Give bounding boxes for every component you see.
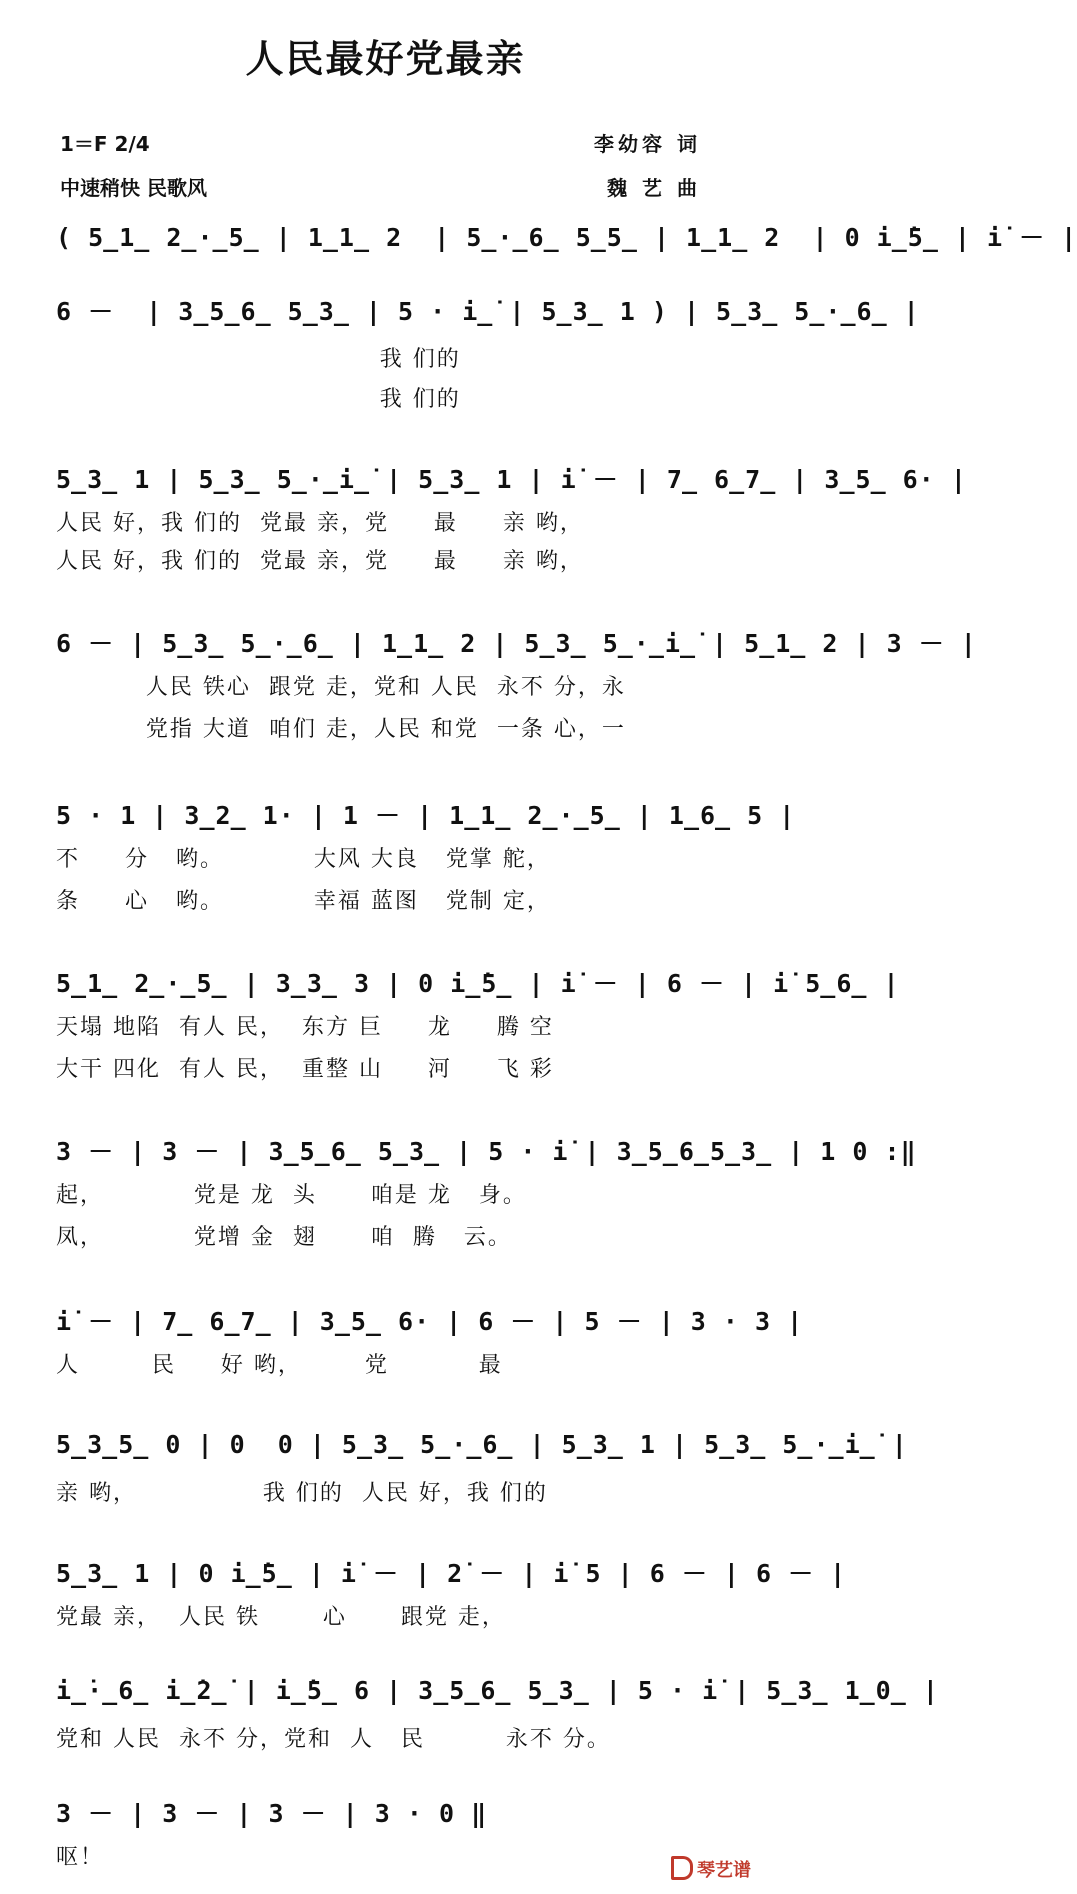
notation-line: i̲̇·̲6̲ i̲̇2̲̇ | i̲̇5̲ 6 | 3̲5̲6̲ 5̲3̲ | 5 · i̇ | 5̲3̲ 1̲0̲ |	[56, 1676, 939, 1705]
lyric-line: 党指 大道 咱们 走，人民 和党 一条 心，一	[56, 717, 626, 742]
lyric-line: 不 分 哟。 大风 大良 党掌 舵，	[56, 847, 551, 872]
lyric-line: 人民 好，我 们的 党最 亲，党 最 亲 哟，	[56, 549, 584, 574]
notation-line: 3 － | 3 － | 3̲5̲6̲ 5̲3̲ | 5 · i̇ | 3̲5̲6̲5̲3̲ | 1 0 :‖	[56, 1137, 917, 1166]
lyric-line: 天塌 地陷 有人 民， 东方 巨 龙 腾 空	[56, 1015, 554, 1040]
notation-line: i̇ － | 7̲ 6̲7̲ | 3̲5̲ 6· | 6 － | 5 － | 3 · 3 |	[56, 1307, 804, 1336]
lyric-line: 人民 好，我 们的 党最 亲，党 最 亲 哟，	[56, 511, 584, 536]
watermark-text: 琴艺谱	[697, 1860, 751, 1881]
lyric-line: 人 民 好 哟， 党 最	[56, 1353, 503, 1378]
lyric-line: 凤， 党增 金 翅 咱 腾 云。	[56, 1225, 512, 1250]
lyric-line: 起， 党是 龙 头 咱是 龙 身。	[56, 1183, 527, 1208]
lyric-line: 大干 四化 有人 民， 重整 山 河 飞 彩	[56, 1057, 554, 1082]
notation-line: 3 － | 3 － | 3 － | 3 · 0 ‖	[56, 1799, 488, 1828]
watermark-logo	[671, 1856, 751, 1882]
lyricist-credit: 李幼容 词	[594, 132, 701, 156]
composer-credit: 魏 艺 曲	[607, 176, 701, 200]
notation-line: 5̲1̲ 2̲·̲5̲ | 3̲3̲ 3 | 0 i̲̇5̲ | i̇ － | 6 － | i̇ 5̲6̲ |	[56, 969, 900, 998]
notation-line: 5̲3̲ 1 | 0 i̲̇5̲ | i̇ － | 2̇ － | i̇ 5 | 6 － | 6 － |	[56, 1559, 847, 1588]
lyric-line: 我 们的	[56, 347, 461, 372]
notation-line: 5̲3̲ 1 | 5̲3̲ 5̲·̲i̲̇ | 5̲3̲ 1 | i̇ － | 7̲ 6̲7̲ | 3̲5̲ 6· |	[56, 465, 967, 494]
music-note-icon	[671, 1856, 693, 1880]
lyric-line: 党最 亲， 人民 铁 心 跟党 走，	[56, 1605, 506, 1630]
song-title: 人民最好党最亲	[245, 36, 526, 81]
lyric-line: 我 们的	[56, 387, 461, 412]
notation-line: 5 · 1 | 3̲2̲ 1· | 1 － | 1̲1̲ 2̲·̲5̲ | 1̲6̲ 5 |	[56, 801, 796, 830]
lyric-line: 呕！	[56, 1845, 105, 1870]
notation-line: 5̲3̲5̲ 0 | 0 0 | 5̲3̲ 5̲·̲6̲ | 5̲3̲ 1 | 5̲3̲ 5̲·̲i̲̇ |	[56, 1430, 908, 1459]
lyric-line: 党和 人民 永不 分，党和 人 民 永不 分。	[56, 1727, 611, 1752]
tempo-marking: 中速稍快 民歌风	[60, 176, 207, 200]
lyric-line: 人民 铁心 跟党 走，党和 人民 永不 分，永	[56, 675, 626, 700]
notation-line: ( 5̲1̲ 2̲·̲5̲ | 1̲1̲ 2 | 5̲·̲6̲ 5̲5̲ | 1̲1̲ 2 | 0 i̲̇5̲ | i̇ － |	[56, 223, 1077, 252]
notation-line: 6 － | 5̲3̲ 5̲·̲6̲ | 1̲1̲ 2 | 5̲3̲ 5̲·̲i̲̇ | 5̲1̲ 2 | 3 － |	[56, 629, 977, 658]
lyric-line: 条 心 哟。 幸福 蓝图 党制 定，	[56, 889, 551, 914]
key-signature: 1＝F 2/4	[60, 132, 150, 156]
notation-line: 6 － | 3̲5̲6̲ 5̲3̲ | 5 · i̲̇ | 5̲3̲ 1 ) | 5̲3̲ 5̲·̲6̲ |	[56, 297, 920, 326]
lyric-line: 亲 哟， 我 们的 人民 好，我 们的	[56, 1481, 548, 1506]
